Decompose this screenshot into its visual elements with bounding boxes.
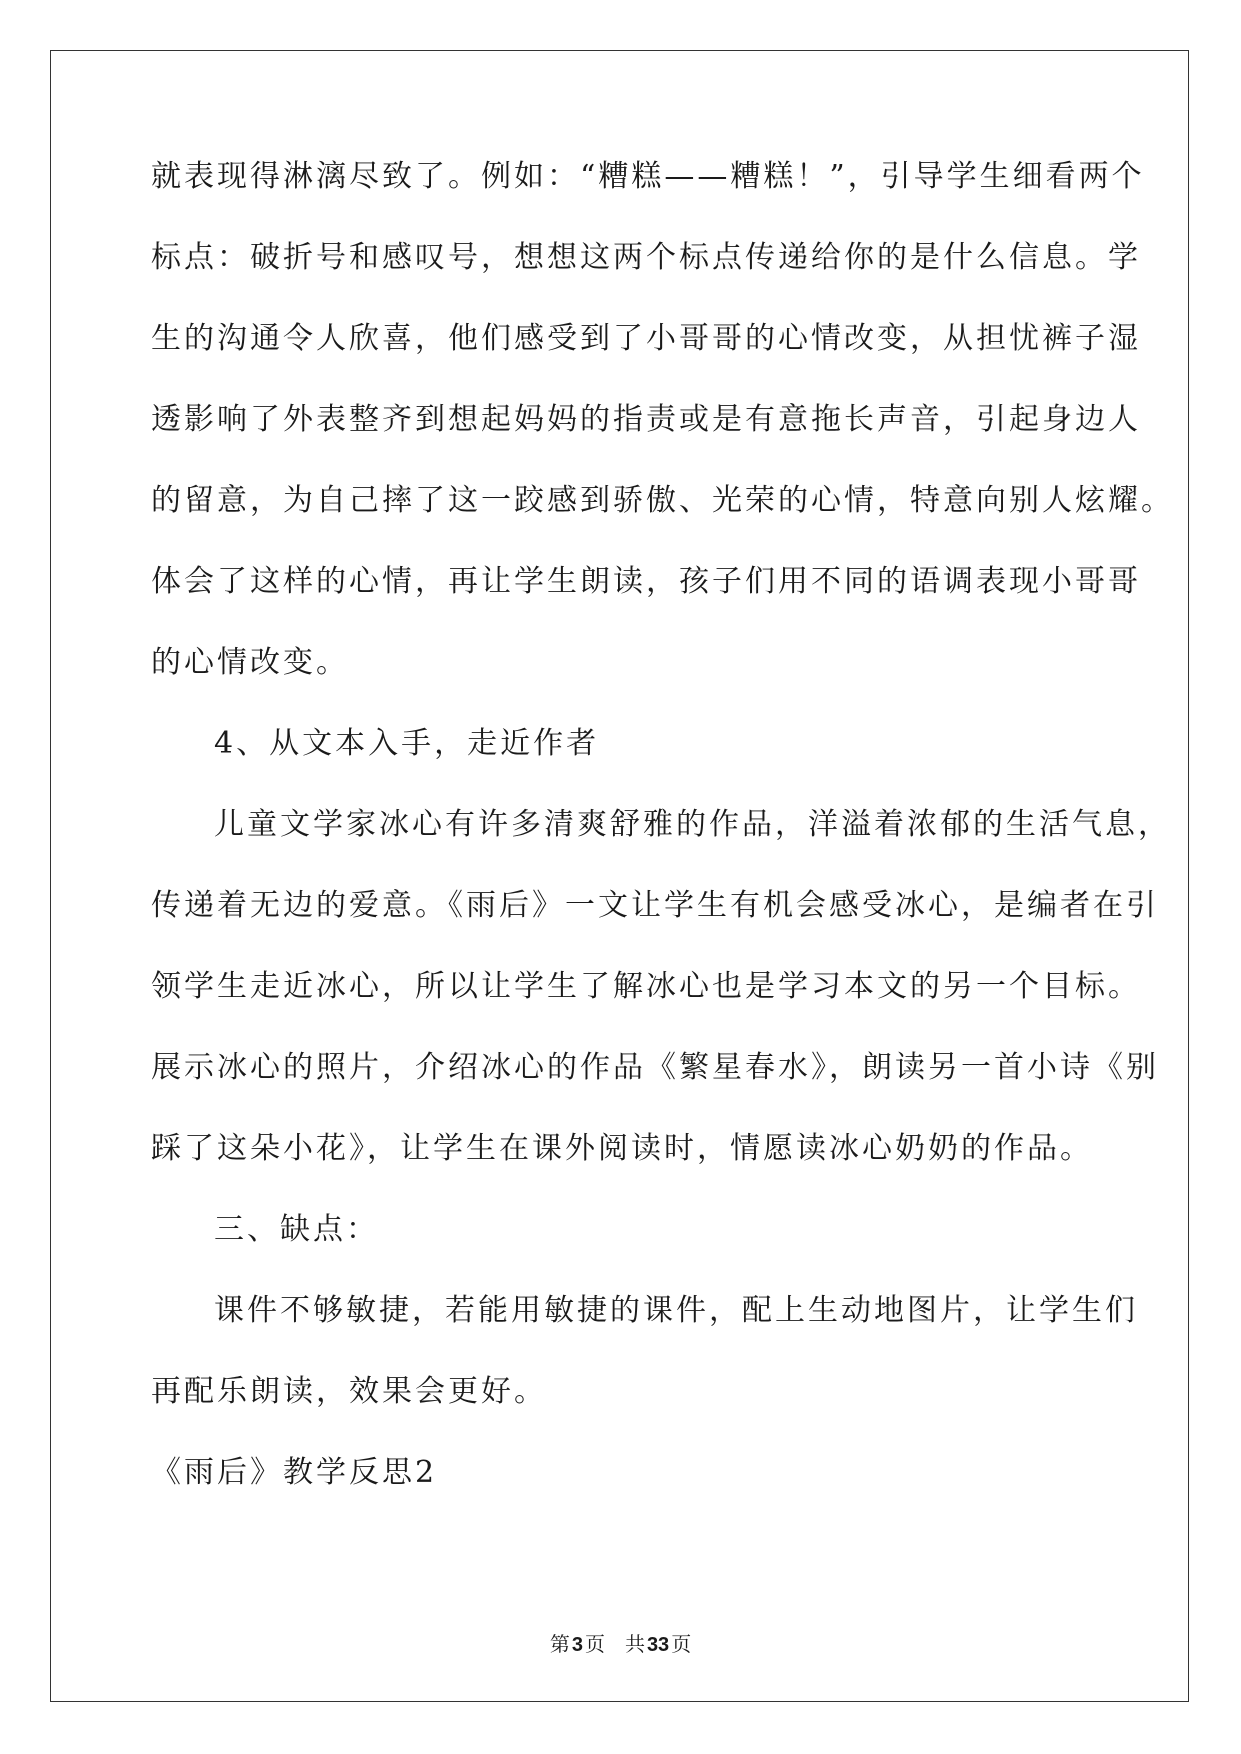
document-subtitle: 《雨后》教学反思2 — [151, 1455, 438, 1490]
section-heading: 4、从文本入手，走近作者 — [214, 726, 600, 761]
page-prefix: 第 — [549, 1632, 570, 1656]
total-prefix: 共 — [624, 1632, 645, 1656]
total-pages: 33 — [646, 1634, 670, 1656]
text-line: 展示冰心的照片，介绍冰心的作品《繁星春水》，朗读另一首小诗《别 — [151, 1050, 1159, 1085]
text-line: 体会了这样的心情，再让学生朗读，孩子们用不同的语调表现小哥哥 — [151, 564, 1141, 599]
text-line: 领学生走近冰心，所以让学生了解冰心也是学习本文的另一个目标。 — [151, 969, 1141, 1004]
section-heading: 三、缺点： — [214, 1212, 379, 1247]
text-line: 生的沟通令人欣喜，他们感受到了小哥哥的心情改变，从担忧裤子湿 — [151, 321, 1141, 356]
text-line: 儿童文学家冰心有许多清爽舒雅的作品，洋溢着浓郁的生活气息， — [214, 807, 1171, 842]
text-line: 透影响了外表整齐到想起妈妈的指责或是有意拖长声音，引起身边人 — [151, 402, 1141, 437]
text-line: 标点：破折号和感叹号，想想这两个标点传递给你的是什么信息。学 — [151, 240, 1141, 275]
page-suffix: 页 — [584, 1632, 605, 1656]
total-suffix: 页 — [671, 1632, 692, 1656]
text-line: 踩了这朵小花》，让学生在课外阅读时，情愿读冰心奶奶的作品。 — [151, 1131, 1093, 1166]
text-line: 就表现得淋漓尽致了。例如：“糟糕——糟糕！”，引导学生细看两个 — [151, 159, 1145, 194]
page-number: 3 — [571, 1634, 583, 1656]
text-line: 再配乐朗读，效果会更好。 — [151, 1374, 547, 1409]
text-line: 传递着无边的爱意。《雨后》一文让学生有机会感受冰心，是编者在引 — [151, 888, 1159, 923]
document-body — [151, 156, 1174, 1533]
page-footer — [0, 1628, 1241, 1657]
text-line: 的留意，为自己摔了这一跤感到骄傲、光荣的心情，特意向别人炫耀。 — [151, 483, 1174, 518]
text-line: 的心情改变。 — [151, 645, 349, 680]
text-line: 课件不够敏捷，若能用敏捷的课件，配上生动地图片，让学生们 — [214, 1293, 1138, 1328]
